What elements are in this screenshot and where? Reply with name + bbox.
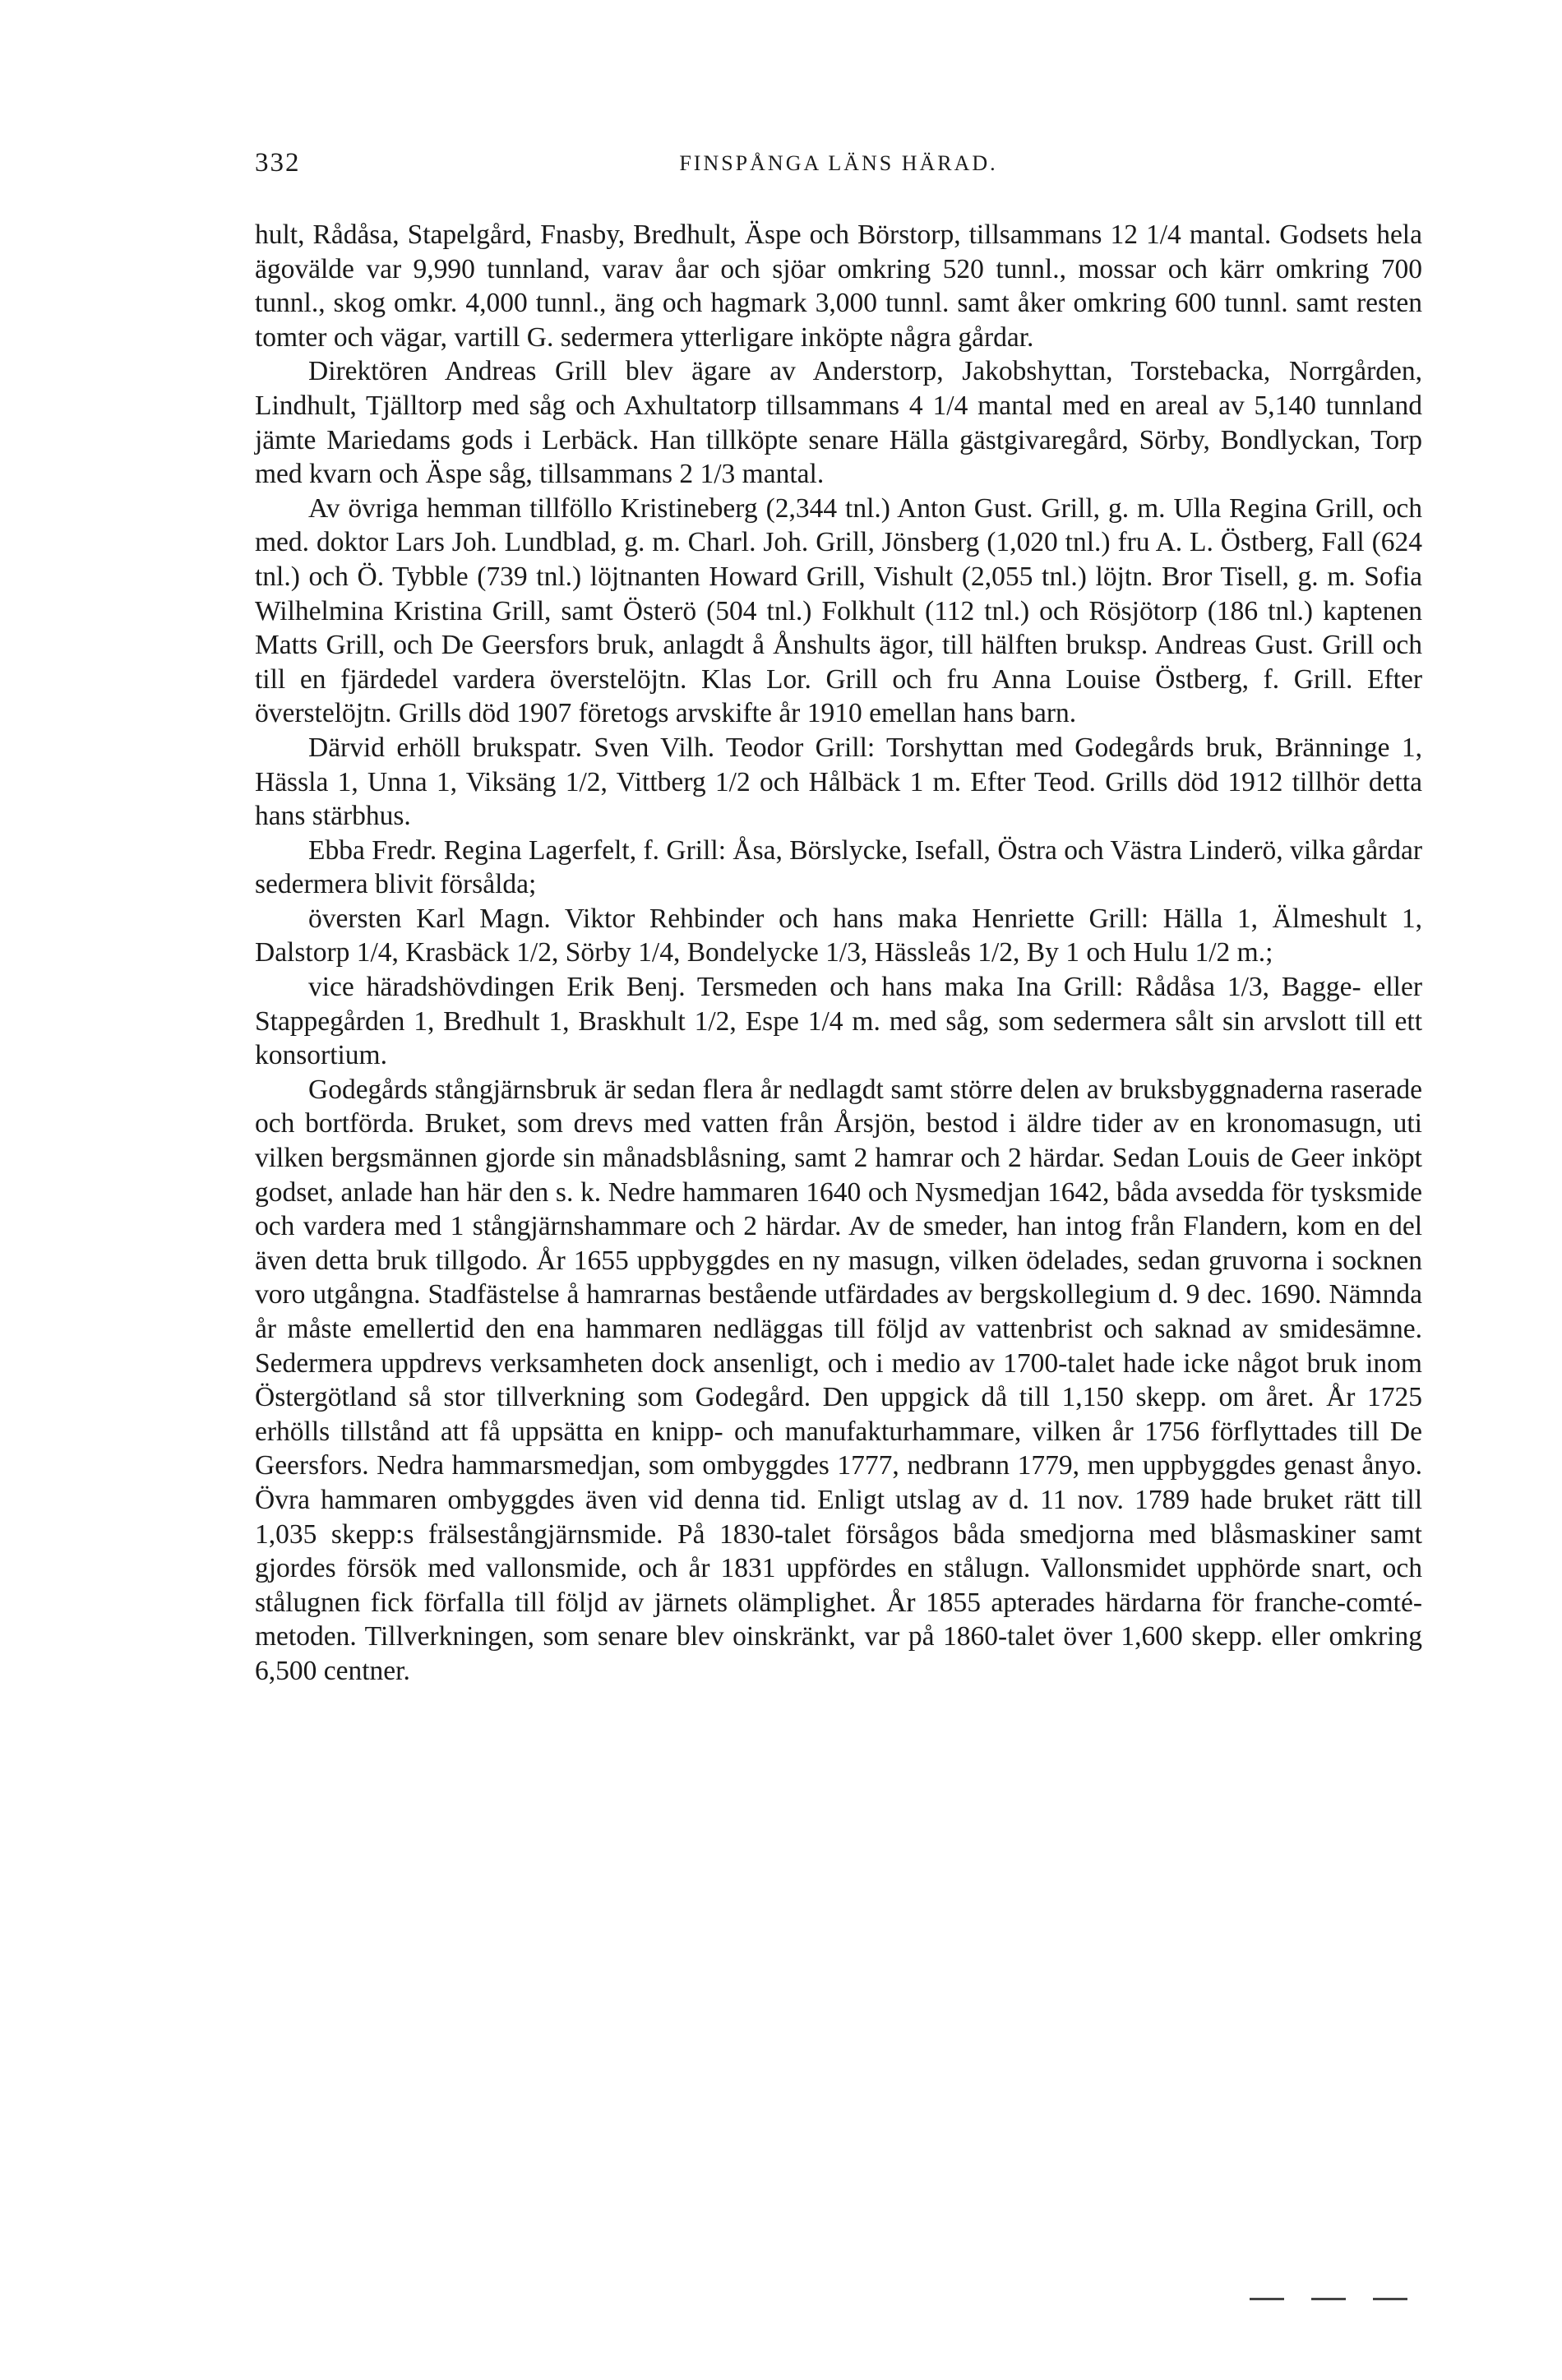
paragraph: Ebba Fredr. Regina Lagerfelt, f. Grill: Åsa, Börslycke, Isefall, Östra och Västra Linderö, vilka gårdar sedermera blivit försålda; [255, 834, 1422, 900]
footer-dash [1311, 2298, 1346, 2300]
page-header [255, 148, 1422, 189]
footer-dash [1250, 2298, 1284, 2300]
footer-marks [1250, 2298, 1430, 2303]
paragraph: Därvid erhöll brukspatr. Sven Vilh. Teodor Grill: Torshyttan med Godegårds bruk, Bränninge 1, Hässla 1, Unna 1, Viksäng 1/2, Vittberg 1/2 och Hålbäck 1 m. Efter Teod. Grills död 1912 tillhör detta hans stärbhus. [255, 732, 1422, 832]
paragraph: vice häradshövdingen Erik Benj. Tersmeden och hans maka Ina Grill: Rådåsa 1/3, Bagge- eller Stappegården 1, Bredhult 1, Braskhult 1/2, Espe 1/4 m. med såg, som sedermera sålt sin arvslott till ett konsortium. [255, 972, 1422, 1071]
body-text [255, 218, 1422, 1689]
page-number: 332 [255, 148, 301, 178]
paragraph: Direktören Andreas Grill blev ägare av Anderstorp, Jakobshyttan, Torstebacka, Norrgården, Lindhult, Tjälltorp med såg och Axhultatorp tillsammans 4 1/4 mantal med en areal av 5,140 tunnland jämte Mariedams gods i Lerbäck. Han tillköpte senare Hälla gästgivaregård, Sörby, Bondlyckan, Torp med kvarn och Äspe såg, tillsammans 2 1/3 mantal. [255, 356, 1422, 490]
paragraph: översten Karl Magn. Viktor Rehbinder och hans maka Henriette Grill: Hälla 1, Älmeshult 1, Dalstorp 1/4, Krasbäck 1/2, Sörby 1/4, Bondelycke 1/3, Hässleås 1/2, By 1 och Hulu 1/2 m.; [255, 903, 1422, 968]
running-head: FINSPÅNGA LÄNS HÄRAD. [679, 151, 998, 175]
footer-dash [1373, 2298, 1407, 2300]
paragraph: Av övriga hemman tillföllo Kristineberg (2,344 tnl.) Anton Gust. Grill, g. m. Ulla Regina Grill, och med. doktor Lars Joh. Lundblad, g. m. Charl. Joh. Grill, Jönsberg (1,020 tnl.) fru A. L. Östberg, Fall (624 tnl.) och Ö. Tybble (739 tnl.) löjtnanten Howard Grill, Vishult (2,055 tnl.) löjtn. Bror Tisell, g. m. Sofia Wilhelmina Kristina Grill, samt Österö (504 tnl.) Folkhult (112 tnl.) och Rösjötorp (186 tnl.) kaptenen Matts Grill, och De Geersfors bruk, anlagdt å Ånshults ägor, till hälften bruksp. Andreas Gust. Grill och till en fjärdedel vardera överstelöjtn. Klas Lor. Grill och fru Anna Louise Östberg, f. Grill. Efter överstelöjtn. Grills död 1907 företogs arvskifte år 1910 emellan hans barn. [255, 492, 1422, 729]
paragraph: hult, Rådåsa, Stapelgård, Fnasby, Bredhult, Äspe och Börstorp, tillsammans 12 1/4 mantal. Godsets hela ägovälde var 9,990 tunnland, varav åar och sjöar omkring 520 tunnl., mossar och kärr omkring 700 tunnl., skog omkr. 4,000 tunnl., äng och hagmark 3,000 tunnl. samt åker omkring 600 tunnl. samt resten tomter och vägar, vartill G. sedermera ytterligare inköpte några gårdar. [255, 220, 1422, 353]
paragraph: Godegårds stångjärnsbruk är sedan flera år nedlagdt samt större delen av bruksbyggnaderna raserade och bortförda. Bruket, som drevs med vatten från Årsjön, bestod i äldre tider av en kronomasugn, uti vilken bergsmännen gjorde sin månadsblåsning, samt 2 hamrar och 2 härdar. Sedan Louis de Geer inköpt godset, anlade han här den s. k. Nedre hammaren 1640 och Nysmedjan 1642, båda avsedda för tysksmide och vardera med 1 stångjärnshammare och 2 härdar. Av de smeder, han intog från Flandern, kom en del även detta bruk tillgodo. År 1655 uppbyggdes en ny masugn, vilken ödelades, sedan gruvorna i socknen voro utgångna. Stadfästelse å hamrarnas bestående utfärdades av bergskollegium d. 9 dec. 1690. Nämnda år måste emellertid den ena hammaren nedläggas till följd av vattenbrist och saknad av smidesämne. Sedermera uppdrevs verksamheten dock ansenligt, och i medio av 1700-talet hade icke något bruk inom Östergötland så stor tillverkning som Godegård. Den uppgick då till 1,150 skepp. om året. År 1725 erhölls tillstånd att få uppsätta en knipp- och manufakturhammare, vilken år 1756 förflyttades till De Geersfors. Nedra hammarsmedjan, som ombyggdes 1777, nedbrann 1779, men uppbyggdes genast ånyo. Övra hammaren ombyggdes även vid denna tid. Enligt utslag av d. 11 nov. 1789 hade bruket rätt till 1,035 skepp:s frälsestångjärnsmide. På 1830-talet försågos båda smedjorna med blåsmaskiner samt gjordes försök med vallonsmide, och år 1831 uppfördes en stålugn. Vallonsmidet upphörde snart, och stålugnen fick förfalla till följd av järnets olämplighet. År 1855 apterades härdarna för franche-comté-metoden. Tillverkningen, som senare blev oinskränkt, var på 1860-talet över 1,600 skepp. eller omkring 6,500 centner. [255, 1074, 1422, 1686]
